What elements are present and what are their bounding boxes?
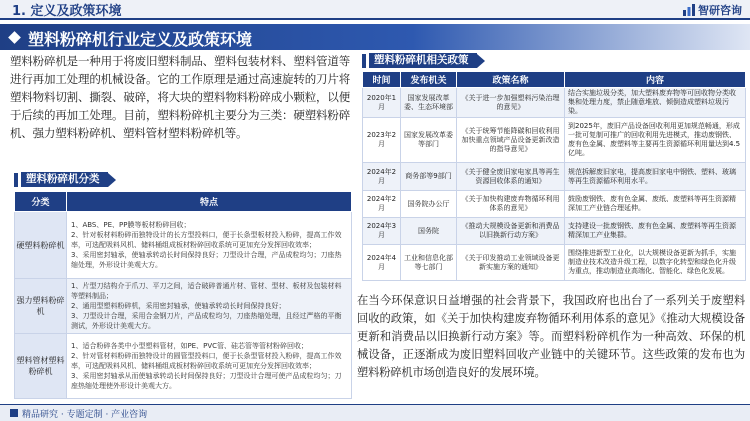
section-label: 1. 定义及政策环境 bbox=[12, 3, 122, 19]
pol-content: 围绕推进新型工业化，以大规模设备更新为抓手，实施制造业技术改造升级工程，以数字化转型和绿色化升级为重点，推动制造业高端化、智能化、绿色化发展。 bbox=[565, 245, 746, 281]
title-band bbox=[0, 24, 750, 50]
pol-org: 国务院办公厅 bbox=[401, 191, 457, 218]
table-row bbox=[15, 279, 352, 334]
pol-time: 2024年2月 bbox=[363, 163, 401, 191]
cls-desc: 1、ABS、PE、PP膜等板材粉碎回收； 2、针对板材料粉碎而独特设计的长方型投料口，便于长条型板材投入粉碎，提高工作效率，可选配吸料风机、储料桶组成板材粉碎回收系统可更加充分发挥回收效率； 3、采用密封轴承，使轴承转动长时间保持良好；刀型设计合理，产品成粒均匀；刀座热缩处理，外形设计美观大方。 bbox=[67, 212, 352, 279]
pol-name: 《关于进一步加强塑料污染治理的意见》 bbox=[457, 88, 565, 118]
pol-content: 到2025年，废旧产品设备回收利用更加规范畅通，形成一批可复制可推广的回收利用先进模式，推动废钢铁、废有色金属、废塑料等主要再生资源循环利用量达到4.5亿吨。 bbox=[565, 118, 746, 163]
title-diamond-icon bbox=[8, 31, 21, 44]
pol-org: 国务院 bbox=[401, 218, 457, 245]
classification-table bbox=[14, 191, 352, 399]
pol-content: 鼓励废钢铁、废有色金属、废纸、废塑料等再生资源精深加工产业链合理延伸。 bbox=[565, 191, 746, 218]
pol-time: 2023年2月 bbox=[363, 118, 401, 163]
pol-content: 结合实施垃圾分类，加大塑料废弃物等可回收物分类收集和处理力度，禁止随意堆放、倾倒造成塑料垃圾污染。 bbox=[565, 88, 746, 118]
footer bbox=[0, 404, 750, 421]
policy-table bbox=[362, 71, 746, 281]
pol-header-content: 内容 bbox=[565, 72, 746, 88]
pol-header-org: 发布机关 bbox=[401, 72, 457, 88]
pol-time: 2024年3月 bbox=[363, 218, 401, 245]
pol-time: 2024年2月 bbox=[363, 191, 401, 218]
pol-org: 商务部等9部门 bbox=[401, 163, 457, 191]
footer-square-icon bbox=[10, 409, 18, 417]
policy-title: 塑料粉碎机相关政策 bbox=[369, 53, 477, 68]
pol-header-name: 政策名称 bbox=[457, 72, 565, 88]
page-title: 塑料粉碎机行业定义及政策环境 bbox=[28, 30, 253, 49]
pol-name: 《关于加快构建废弃物循环利用体系的意见》 bbox=[457, 191, 565, 218]
pol-name: 《关于印发推动工业领域设备更新实施方案的通知》 bbox=[457, 245, 565, 281]
table-row bbox=[363, 191, 746, 218]
pol-org: 国家发展改革委等部门 bbox=[401, 118, 457, 163]
table-row bbox=[363, 163, 746, 191]
outro-paragraph: 在当今环保意识日益增强的社会背景下，我国政府也出台了一系列关于废塑料回收的政策，如《关于加快构建废弃物循环利用体系的意见》《推动大规模设备更新和消费品以旧换新行动方案》等。而塑料粉碎机作为一种高效、环保的机械设备，正逐渐成为废旧塑料回收产业链中的关键环节。这些政策的发布也为塑料粉碎机市场创造良好的发展环境。 bbox=[357, 294, 745, 379]
cls-category: 硬塑料粉碎机 bbox=[15, 212, 67, 279]
footer-text: 精品研究 · 专题定制 · 产业咨询 bbox=[22, 409, 148, 420]
top-bar bbox=[0, 0, 750, 20]
table-row bbox=[363, 118, 746, 163]
cls-desc: 1、适合粉碎各类中小型塑料管材，如PE、PVC管、硅芯管等管材粉碎回收； 2、针对管材料粉碎而独特设计的圆管型投料口，便于长条型管材投入粉碎，提高工作效率，可选配吸料风机、储料桶组成板材粉碎回收系统可更加充分发挥回收效率； 3、采用密封轴承从而使轴承转动长时间保持良好；刀型设计合理可使产品成粒均匀；刀座热缩处理使外形设计美观大方。 bbox=[67, 334, 352, 399]
brand-logo-icon bbox=[683, 4, 695, 16]
pol-header-time: 时间 bbox=[363, 72, 401, 88]
pol-org: 国家发展改革委、生态环境部 bbox=[401, 88, 457, 118]
policy-heading bbox=[362, 53, 485, 68]
pol-name: 《关于健全废旧家电家具等再生资源回收体系的通知》 bbox=[457, 163, 565, 191]
cls-category: 塑料管材塑料粉碎机 bbox=[15, 334, 67, 399]
cls-category: 强力塑料粉碎机 bbox=[15, 279, 67, 334]
cls-header-category: 分类 bbox=[15, 192, 67, 212]
pol-name: 《推动大规模设备更新和消费品以旧换新行动方案》 bbox=[457, 218, 565, 245]
table-row bbox=[15, 334, 352, 399]
cls-desc: 1、片型刀结构介于爪刀、平刀之间，适合破碎普通片材、管材、型材、板材及包装材料等塑料制品； 2、通用型塑料粉碎机，采用密封轴承，使轴承转动长时间保持良好； 3、刀型设计合理，采用合金钢刀片，产品成粒均匀，刀座热缩处理，且经过严格的平衡测试，外形设计美观大方。 bbox=[67, 279, 352, 334]
cls-header-feature: 特点 bbox=[67, 192, 352, 212]
pol-org: 工业和信息化部等七部门 bbox=[401, 245, 457, 281]
pol-time: 2024年4月 bbox=[363, 245, 401, 281]
pol-content: 支持建设一批废钢铁、废有色金属、废塑料等再生资源精深加工产业集群。 bbox=[565, 218, 746, 245]
pol-time: 2020年1月 bbox=[363, 88, 401, 118]
classification-title: 塑料粉碎机分类 bbox=[21, 172, 108, 187]
pol-name: 《关于统筹节能降碳和回收利用 加快重点领域产品设备更新改造的指导意见》 bbox=[457, 118, 565, 163]
brand bbox=[683, 2, 742, 18]
brand-name: 智研咨询 bbox=[698, 4, 742, 17]
table-row bbox=[15, 212, 352, 279]
intro-paragraph: 塑料粉碎机是一种用于将废旧塑料制品、塑料包装材料、塑料管道等进行再加工处理的机械设备。它的工作原理是通过高速旋转的刀片将塑料物料切割、撕裂、破碎，将大块的塑料物料粉碎成小颗粒，以便于后续的再加工处理。目前，塑料粉碎机主要分为三类：硬塑料粉碎机、强力塑料粉碎机、塑料管材塑料粉碎机等。 bbox=[10, 54, 350, 140]
table-row bbox=[363, 88, 746, 118]
classification-heading bbox=[14, 172, 116, 187]
table-row bbox=[363, 245, 746, 281]
table-row bbox=[363, 218, 746, 245]
pol-content: 规范拆解废旧家电，提高废旧家电中钢铁、塑料、玻璃等再生资源循环利用水平。 bbox=[565, 163, 746, 191]
